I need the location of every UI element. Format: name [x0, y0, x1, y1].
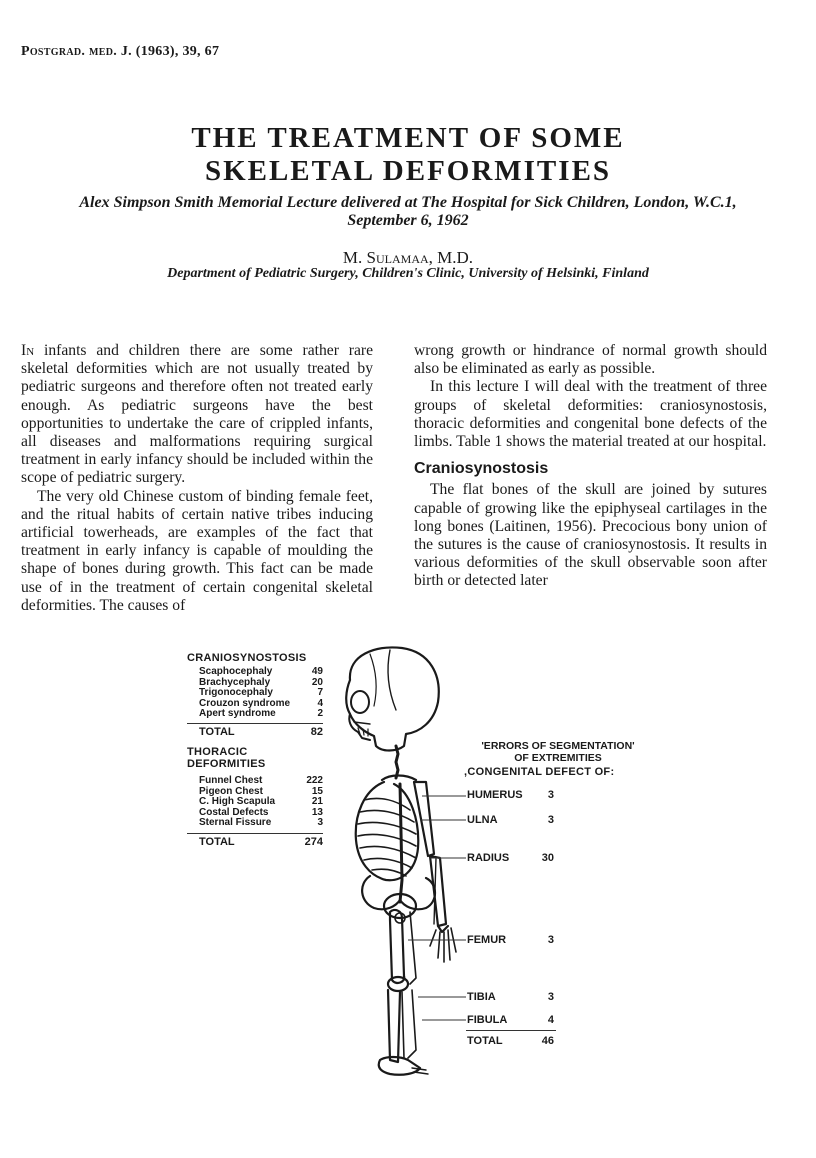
divider — [466, 1030, 556, 1031]
table-row: Pigeon Chest 15 — [199, 785, 323, 797]
author-affiliation: Department of Pediatric Surgery, Children's Clinic, University of Helsinki, Finland — [167, 266, 649, 281]
table-row: Trigonocephaly 7 — [199, 687, 323, 698]
lecture-subtitle-line-2: September 6, 1962 — [347, 212, 469, 229]
extremity-label: FIBULA — [467, 1014, 508, 1026]
paragraph-continued: wrong growth or hindrance of normal growth should also be eliminated as early as possible. — [414, 342, 767, 378]
extremity-label: TIBIA — [467, 991, 496, 1003]
extremities-total-label: TOTAL — [467, 1035, 503, 1047]
divider — [187, 723, 323, 724]
extremity-value: 3 — [547, 814, 554, 826]
craniosynostosis-heading: CRANIOSYNOSTOSIS — [187, 652, 307, 664]
table-row: Apert syndrome 2 — [199, 708, 323, 719]
craniosynostosis-total: TOTAL 82 — [199, 725, 323, 738]
journal-citation: Postgrad. med. J. (1963), 39, 67 — [21, 44, 220, 59]
extremities-total-value: 46 — [541, 1035, 554, 1047]
craniosynostosis-table — [187, 652, 323, 740]
extremity-value: 3 — [547, 934, 554, 946]
table-row: Crouzon syndrome 4 — [199, 697, 323, 709]
extremities-heading-line-2: OF EXTREMITIES — [514, 752, 602, 764]
extremity-label: HUMERUS — [467, 789, 523, 801]
leader-lines — [400, 780, 470, 1040]
thoracic-rows — [199, 776, 323, 829]
extremity-value: 4 — [547, 1014, 554, 1026]
table-row: Sternal Fissure 3 — [199, 817, 323, 828]
article-title-line-2: SKELETAL DEFORMITIES — [204, 155, 612, 187]
table-row: Brachycephaly 20 — [199, 676, 323, 688]
drop-cap: In — [21, 342, 35, 359]
extremities-heading-line-3: ,CONGENITAL DEFECT OF: — [464, 766, 615, 778]
extremity-value: 30 — [541, 852, 554, 864]
extremity-label: ULNA — [467, 814, 498, 826]
lecture-subtitle-line-1: Alex Simpson Smith Memorial Lecture delivered at The Hospital for Sick Children, London, W.C.1, — [79, 194, 737, 211]
divider — [187, 833, 323, 834]
craniosynostosis-rows — [199, 667, 323, 720]
table-row: Scaphocephaly 49 — [199, 666, 323, 677]
article-title-line-1: THE TREATMENT OF SOME — [191, 122, 625, 154]
thoracic-deformities-table — [187, 746, 323, 850]
paragraph-intro: In infants and children there are some rather rare skeletal deformities which are not usually treated by pediatric surgeons and therefore often not treated early enough. As pediatric surgeons have the best opportunities to undertake the care of crippled infants, all diseases and malformations requiring surgical treatment in early infancy should be included within the scope of pediatric surgery. — [21, 342, 373, 487]
thoracic-heading: THORACIC DEFORMITIES — [187, 746, 266, 770]
extremity-value: 3 — [547, 991, 554, 1003]
paragraph-flat-bones: The flat bones of the skull are joined by sutures capable of growing like the epiphyseal cartilages in the long bones (Laitinen, 1956). Precocious bony union of the sutures is the cause of craniosynostosis. It results in various deformities of the skull observable soon after birth or detected later — [414, 481, 767, 590]
author-name: M. Sulamaa, M.D. — [342, 248, 474, 267]
extremities-heading-line-1: 'ERRORS OF SEGMENTATION' — [481, 740, 635, 752]
table-row: C. High Scapula 21 — [199, 796, 323, 807]
extremity-value: 3 — [547, 789, 554, 801]
body-column-right — [414, 342, 767, 591]
thoracic-total: TOTAL 274 — [199, 835, 323, 848]
paragraph-chinese-custom: The very old Chinese custom of binding female feet, and the ritual habits of certain native tribes inducing artificial towerheads, are examples of the fact that treatment in early infancy is capable of moulding the shape of bones during growth. This fact can be made use of in the treatment of certain congenital skeletal deformities. The causes of — [21, 487, 373, 614]
extremities-heading — [468, 740, 648, 764]
extremity-label: FEMUR — [467, 934, 507, 946]
table-row: Costal Defects 13 — [199, 806, 323, 818]
table-row: Funnel Chest 222 — [199, 775, 323, 786]
paragraph-lecture-scope: In this lecture I will deal with the treatment of three groups of skeletal deformities: craniosynostosis, thoracic deformities and congenital bone defects of the limbs. Table 1 shows the material treated at our hospital. — [414, 378, 767, 451]
section-heading-craniosynostosis: Craniosynostosis — [414, 460, 549, 478]
body-column-left — [21, 342, 373, 615]
extremity-label: RADIUS — [467, 852, 510, 864]
